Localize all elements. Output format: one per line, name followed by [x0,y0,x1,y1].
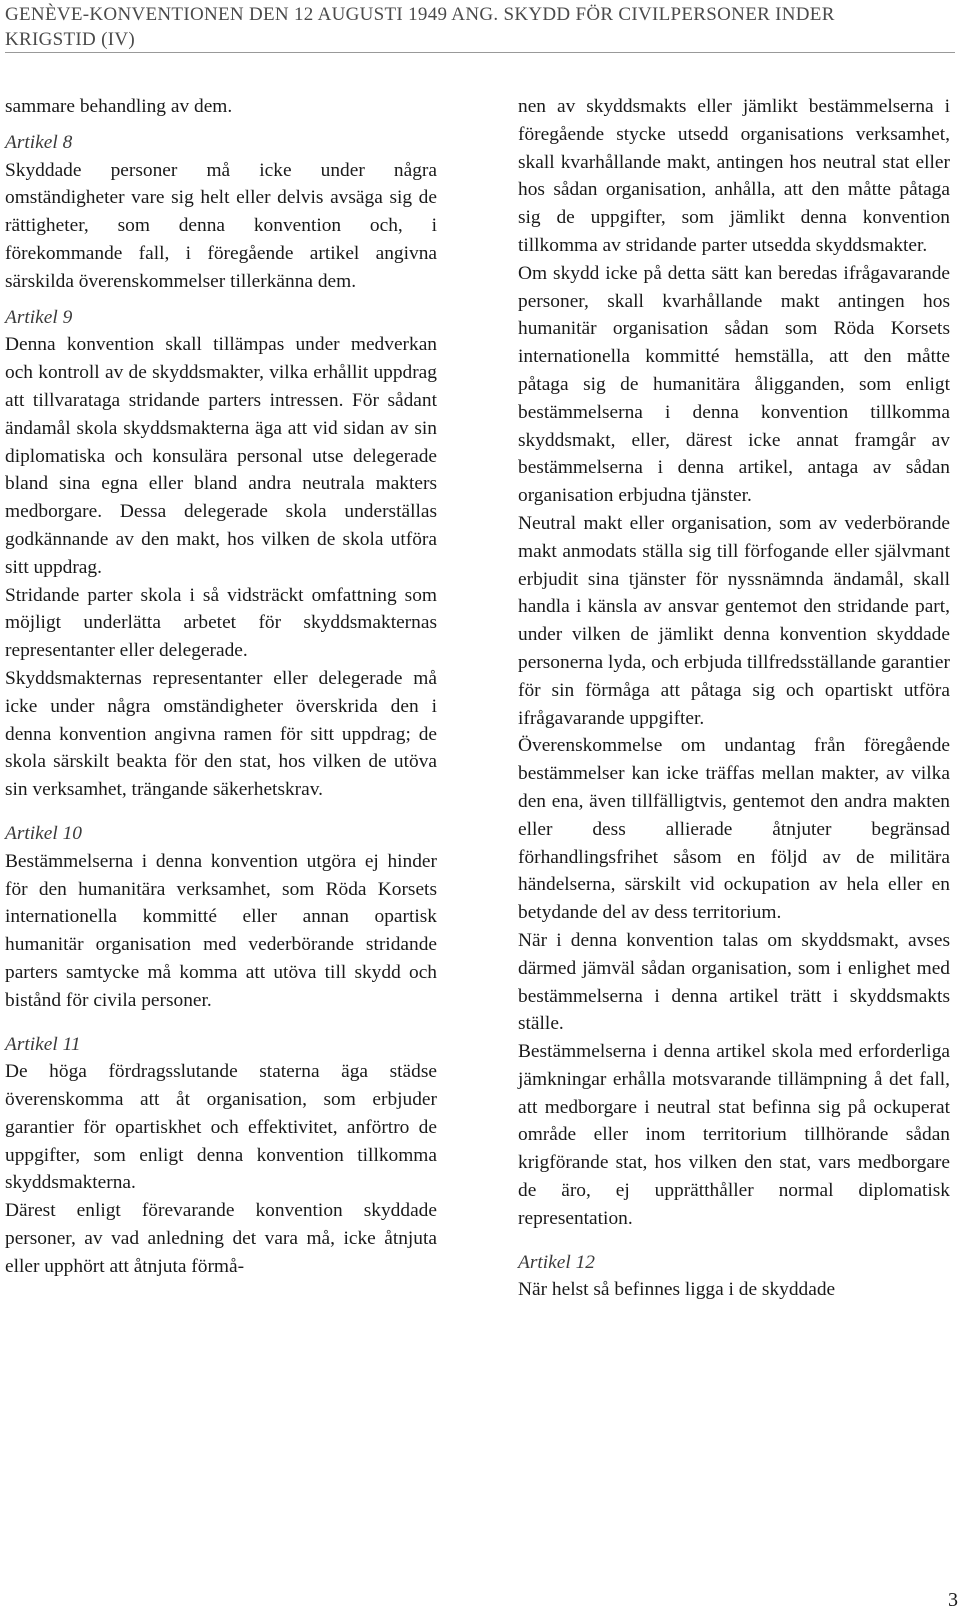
paragraph: Neutral makt eller organisation, som av vederbörande makt anmodats ställa sig till förfogande eller självmant erbjudit sina tjänster för nyssnämnda ändamål, skall handla i känsla av ansvar gentemot den stridande part, under vilken de jämlikt denna konvention skyddade personerna lyda, och erbjuda tillfredsställande garantier för sin förmåga att påtaga sig och opartiskt utföra ifrågavarande uppgifter. [518,512,950,729]
paragraph: Denna konvention skall tillämpas under medverkan och kontroll av de skyddsmakter, vilka erhållit uppdrag att tillvarataga stridande parters intressen. För sådant ändamål skola skyddsmakterna äga att vid sidan av sin diplomatiska och konsulära personal utse delegerade bland sina egna eller bland andra neutrala makters medborgare. Dessa delegerade skola underställas godkännande av den makt, hos vilken de skola utföra sitt uppdrag. [5,334,437,578]
article-12-title: Artikel 12 [518,1251,596,1273]
paragraph: När i denna konvention talas om skyddsmakt, avses därmed jämväl sådan organisation, som i enlighet med bestämmelserna i denna artikel trätt i skyddsmakts ställe. [518,929,950,1035]
running-header-line-2: KRIGSTID (IV) [5,29,136,50]
paragraph: De höga fördragsslutande staterna äga städse överenskomma att åt organisation, som erbjuder garantier för opartiskhet och effektivitet, anförtro de uppgifter, som enligt denna konvention tillkomma skyddsmakterna. [5,1061,437,1194]
running-header-line-1: GENÈVE-KONVENTIONEN DEN 12 AUGUSTI 1949 ANG. SKYDD FÖR CIVILPERSONER INDER [5,4,835,25]
paragraph: Om skydd icke på detta sätt kan beredas ifrågavarande personer, skall kvarhållande makt antingen hos humanitär organisation sådan som Röda Korsets internationella kommitté hemställa, att den måtte påtaga sig de humanitära åligganden, som enligt bestämmelserna i denna konvention tillkomma skyddsmakt, eller, därest icke annat framgår av bestämmelserna i denna artikel, antaga av sådan organisation erbjudna tjänster. [518,262,950,507]
paragraph: När helst så befinnes ligga i de skyddade [518,1279,836,1301]
paragraph: Bestämmelserna i denna artikel skola med erforderliga jämkningar erhålla motsvarande tillämpning å det fall, att medborgare i neutral stat befinna sig på ockuperat område eller inom territorium tillhörande sådan krigförande stat, hos vilken den stat, vars medborgare de äro, ej upprätthåller normal diplomatisk representation. [518,1041,950,1229]
paragraph: nen av skyddsmakts eller jämlikt bestämmelserna i föregående stycke utsedd organisations verksamhet, skall kvarhållande makt, antingen hos neutral stat eller hos sådan organisation, anhålla, att den måtte påtaga sig de uppgifter, som jämlikt denna konvention tillkomma av stridande parter utsedda skyddsmakter. [518,96,950,256]
article-11-title: Artikel 11 [5,1033,81,1055]
paragraph: Därest enligt förevarande konvention skyddade personer, av vad anledning det vara må, icke åtnjuta eller upphört att åtnjuta förmå- [5,1200,437,1277]
paragraph: Överenskommelse om undantag från föregående bestämmelser kan icke träffas mellan makter, av vilka den ena, även tillfälligtvis, gentemot den andra makten eller dess allierade åtnjuter begränsad förhandlingsfrihet såsom en följd av de militära händelserna, särskilt vid ockupation av hela eller en betydande del av dess territorium. [518,735,950,924]
paragraph: Skyddade personer må icke under några omständigheter vare sig helt eller delvis avsäga sig de rättigheter, som denna konvention och, i förekommande fall, i föregående artikel angivna särskilda överenskommelser tillerkänna dem. [5,159,437,292]
article-8-title: Artikel 8 [5,131,73,153]
header-divider [5,52,955,53]
paragraph: Skyddsmakternas representanter eller delegerade må icke under några omständigheter överskrida den i denna konvention angivna ramen för sitt uppdrag; de skola särskilt beakta för den stat, hos vilken de utöva sin verksamhet, trängande säkerhetskrav. [5,667,437,801]
paragraph: Bestämmelserna i denna konvention utgöra ej hinder för den humanitära verksamhet, som Röda Korsets internationella kommitté eller annan opartisk humanitär organisation med vederbörande stridande parters samtycke må komma att utöva till skydd och bistånd för civila personer. [5,850,437,1011]
right-column [518,93,950,1304]
paragraph: Stridande parter skola i så vidsträckt omfattning som möjligt underlätta arbetet för skyddsmakternas representanter eller delegerade. [5,584,437,662]
running-header [5,2,955,52]
left-column [5,93,437,1281]
article-10-title: Artikel 10 [5,822,83,844]
article-9-title: Artikel 9 [5,306,73,328]
paragraph: sammare behandling av dem. [5,96,233,117]
page-number: 3 [948,1589,958,1611]
